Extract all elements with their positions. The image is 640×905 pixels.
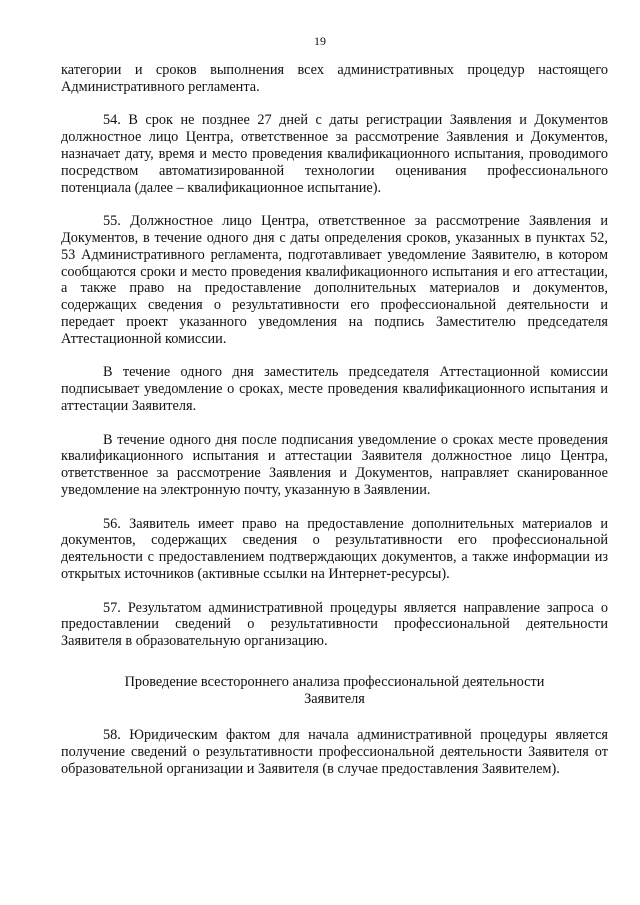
section-heading-line1: Проведение всестороннего анализа профессиональной деятельности [124,673,545,690]
paragraph-54: 54. В срок не позднее 27 дней с даты регистрации Заявления и Документов должностное лицо Центра, ответственное за рассмотрение Заявления и Документов, назначает дату, время и место проведения квалификационного испытания, проводимого посредством автоматизированной технологии оценивания профессионального потенциала (далее – квалификационное испытание). [61,112,608,196]
section-heading [61,674,608,708]
paragraph-56: 56. Заявитель имеет право на предоставление дополнительных материалов и документов, содержащих сведения о результативности его профессиональной деятельности с предоставлением подтверждающих документов, а также информации из открытых источников (активные ссылки на Интернет-ресурсы). [61,515,608,582]
paragraph-58: 58. Юридическим фактом для начала административной процедуры является получение сведений о результативности профессиональной деятельности Заявителя от образовательной организации и Заявителя (в случае предоставления Заявителем). [61,727,608,778]
paragraph-sending: В течение одного дня после подписания уведомление о сроках месте проведения квалификационного испытания и аттестации Заявителя должностное лицо Центра, ответственное за рассмотрение Заявления и Документов, направляет сканированное уведомление на электронную почту, указанную в Заявлении. [61,431,608,498]
paragraph-57: 57. Результатом административной процедуры является направление запроса о предоставлении сведений о результативности профессиональной деятельности Заявителя в образовательную организацию. [61,599,608,650]
page-number: 19 [314,34,326,48]
paragraph-55: 55. Должностное лицо Центра, ответственное за рассмотрение Заявления и Документов, в течение одного дня с даты определения сроков, указанных в пунктах 52, 53 Административного регламента, подготавливает уведомление Заявителю, в котором сообщаются сроки и место проведения квалификационного испытания и его аттестации, а также право на предоставление дополнительных материалов и документов, содержащих сведения о результативности его профессиональной деятельности и передает проект указанного уведомления на подпись Заместителю председателя Аттестационной комиссии. [61,213,608,347]
paragraph-continuation: категории и сроков выполнения всех административных процедур настоящего Административного регламента. [61,62,608,95]
document-body [61,62,608,778]
section-heading-line2: Заявителя [304,690,365,707]
paragraph-signing: В течение одного дня заместитель председателя Аттестационной комиссии подписывает уведомление о сроках, месте проведения квалификационного испытания и аттестации Заявителя. [61,364,608,414]
